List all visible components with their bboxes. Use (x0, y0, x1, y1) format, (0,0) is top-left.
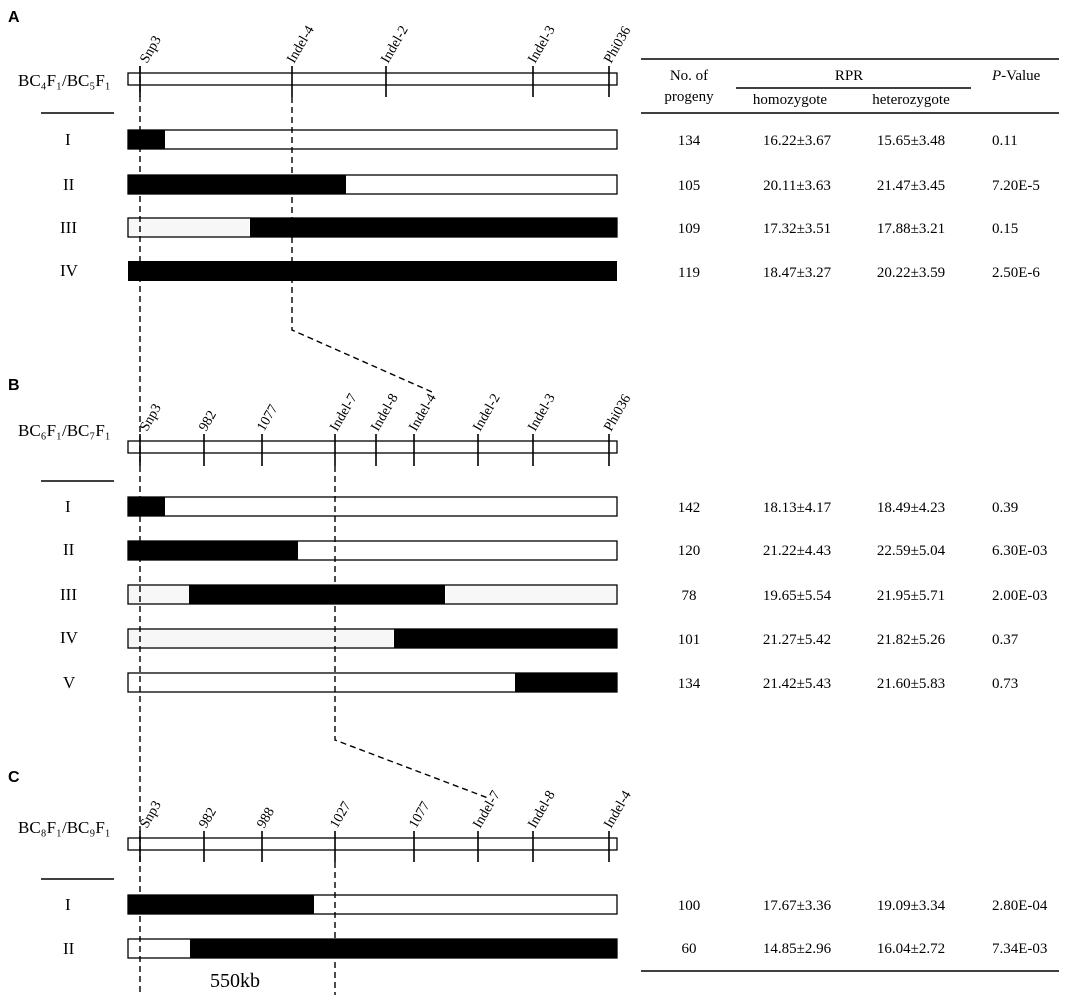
header-homozygote: homozygote (752, 92, 828, 108)
header-p-italic: P (992, 68, 1002, 84)
cell-p-value: 0.15 (992, 221, 1019, 237)
marker-label-1077: 1077 (254, 402, 282, 434)
recombinant-label: III (60, 218, 77, 237)
panel-letter-a: A (8, 9, 20, 26)
marker-label-phi036: Phi036 (601, 24, 635, 67)
introgression-segment (515, 673, 617, 692)
cell-p-value: 0.11 (992, 133, 1018, 149)
introgression-segment (128, 261, 617, 281)
marker-label-indel-7: Indel-7 (327, 391, 361, 434)
cell-homozygote: 20.11±3.63 (763, 178, 831, 194)
introgression-segment (250, 218, 617, 237)
marker-label-indel-2: Indel-2 (378, 23, 412, 67)
recombinant-label: IV (60, 261, 78, 280)
interval-size-label: 550kb (210, 970, 260, 992)
introgression-segment (189, 585, 445, 604)
marker-label-988: 988 (254, 805, 278, 831)
cell-p-value: 7.20E-5 (992, 178, 1040, 194)
cell-homozygote: 17.67±3.36 (762, 898, 832, 914)
cell-p-value: 7.34E-03 (992, 941, 1048, 957)
marker-label-1077: 1077 (406, 799, 434, 831)
cell-progeny: 119 (678, 265, 700, 281)
cell-heterozygote: 22.59±5.04 (876, 543, 946, 559)
header-p-rest: -Value (1001, 68, 1041, 84)
marker-label-phi036: Phi036 (601, 392, 635, 434)
marker-label-snp3: Snp3 (137, 401, 165, 434)
cell-homozygote: 21.22±4.43 (762, 543, 832, 559)
population-label-a: BC₄F₁/BC₅F₁ (18, 71, 111, 90)
cell-progeny: 101 (677, 632, 701, 648)
cell-homozygote: 18.47±3.27 (762, 265, 832, 281)
chromosome-bar-b (128, 441, 617, 453)
cell-progeny: 100 (677, 898, 701, 914)
marker-label-indel-2: Indel-2 (470, 391, 504, 434)
recipient-segment (129, 630, 393, 647)
genotype-bar (128, 497, 617, 516)
recipient-segment (446, 586, 616, 603)
cell-p-value: 6.30E-03 (992, 543, 1048, 559)
cell-heterozygote: 17.88±3.21 (876, 221, 946, 237)
cell-progeny: 142 (677, 500, 701, 516)
chromosome-bar-c (128, 838, 617, 850)
cell-progeny: 134 (677, 676, 701, 692)
recombinant-label: II (63, 175, 75, 194)
cell-heterozygote: 21.60±5.83 (876, 676, 946, 692)
recombinant-label: II (63, 540, 75, 559)
panel-c (8, 769, 1059, 995)
introgression-segment (394, 629, 617, 648)
cell-homozygote: 21.27±5.42 (762, 632, 832, 648)
cell-p-value: 0.73 (992, 676, 1019, 692)
cell-heterozygote: 20.22±3.59 (876, 265, 946, 281)
marker-label-indel-4: Indel-4 (284, 23, 318, 67)
recipient-segment (129, 219, 249, 236)
introgression-segment (128, 130, 165, 149)
marker-label-982: 982 (196, 408, 220, 434)
cell-homozygote: 17.32±3.51 (762, 221, 832, 237)
recombinant-label: II (63, 939, 75, 958)
population-label-c: BC₈F₁/BC₉F₁ (18, 818, 111, 837)
header-progeny-line1: No. of (669, 68, 709, 84)
marker-label-1027: 1027 (327, 799, 355, 831)
cell-heterozygote: 15.65±3.48 (876, 133, 946, 149)
marker-label-indel-3: Indel-3 (525, 391, 559, 434)
header-rpr: RPR (834, 68, 864, 84)
cell-progeny: 105 (677, 178, 701, 194)
cell-progeny: 134 (677, 133, 701, 149)
cell-homozygote: 18.13±4.17 (762, 500, 832, 516)
header-progeny-line2: progeny (664, 89, 714, 105)
cell-homozygote: 21.42±5.43 (762, 676, 832, 692)
header-p-value (991, 68, 1041, 84)
cell-progeny: 60 (681, 941, 697, 957)
cell-homozygote: 19.65±5.54 (762, 588, 832, 604)
cell-heterozygote: 18.49±4.23 (876, 500, 946, 516)
panel-letter-c: C (8, 769, 20, 786)
recombinant-label: V (63, 673, 76, 692)
introgression-segment (190, 939, 617, 958)
cell-heterozygote: 19.09±3.34 (876, 898, 946, 914)
cell-homozygote: 16.22±3.67 (762, 133, 832, 149)
introgression-segment (128, 497, 165, 516)
cell-heterozygote: 21.82±5.26 (876, 632, 946, 648)
panel-a (8, 9, 1059, 281)
population-label-b: BC₆F₁/BC₇F₁ (18, 421, 111, 440)
cell-progeny: 120 (677, 543, 701, 559)
recombinant-label: I (65, 130, 71, 149)
marker-label-indel-8: Indel-8 (525, 788, 559, 831)
marker-label-snp3: Snp3 (137, 798, 165, 831)
cell-heterozygote: 16.04±2.72 (876, 941, 946, 957)
marker-label-indel-8: Indel-8 (368, 391, 402, 434)
header-heterozygote: heterozygote (872, 92, 950, 108)
recombinant-label: IV (60, 628, 78, 647)
marker-label-indel-3: Indel-3 (525, 23, 559, 67)
cell-heterozygote: 21.95±5.71 (876, 588, 946, 604)
chromosome-bar-a (128, 73, 617, 85)
cell-progeny: 78 (681, 588, 697, 604)
cell-heterozygote: 21.47±3.45 (876, 178, 946, 194)
introgression-segment (128, 175, 346, 194)
genotype-bar (128, 130, 617, 149)
panel-b (8, 377, 1047, 692)
marker-label-982: 982 (196, 805, 220, 831)
marker-label-indel-4: Indel-4 (406, 391, 440, 434)
recombinant-label: I (65, 497, 71, 516)
marker-label-snp3: Snp3 (137, 33, 165, 66)
cell-p-value: 2.80E-04 (992, 898, 1048, 914)
panel-letter-b: B (8, 377, 20, 394)
marker-label-indel-4: Indel-4 (601, 788, 635, 831)
cell-p-value: 2.50E-6 (992, 265, 1040, 281)
cell-progeny: 109 (677, 221, 701, 237)
cell-p-value: 0.37 (992, 632, 1019, 648)
cell-p-value: 0.39 (992, 500, 1019, 516)
recombinant-label: III (60, 585, 77, 604)
recombinant-label: I (65, 895, 71, 914)
introgression-segment (128, 541, 298, 560)
cell-p-value: 2.00E-03 (992, 588, 1048, 604)
marker-label-indel-7: Indel-7 (470, 788, 504, 831)
recipient-segment (129, 586, 189, 603)
cell-homozygote: 14.85±2.96 (762, 941, 832, 957)
introgression-segment (128, 895, 314, 914)
